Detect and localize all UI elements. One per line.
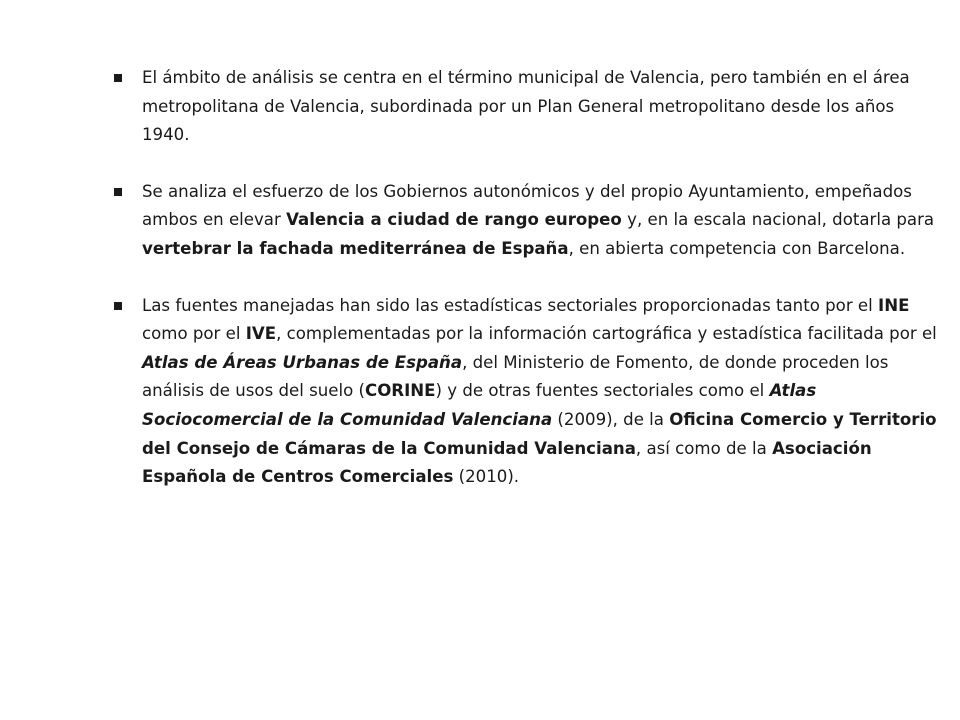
emphasized-text: Atlas de Áreas Urbanas de España — [142, 352, 463, 372]
bullet-list — [114, 64, 940, 520]
bullet-item — [114, 292, 940, 492]
emphasized-text: CORINE — [365, 381, 436, 401]
square-bullet-icon — [114, 302, 122, 310]
text-segment: (2010). — [453, 467, 520, 487]
emphasized-text: Valencia a ciudad de rango europeo — [286, 210, 622, 230]
text-segment: , complementadas por la información cartográfica y estadística facilitada por el — [276, 324, 937, 344]
text-segment: como por el — [142, 324, 246, 344]
text-segment: , del Ministerio de Fomento, de donde proceden los análisis de usos del suelo ( — [142, 352, 889, 401]
text-segment: y, en la escala nacional, dotarla para — [621, 210, 935, 230]
text-segment: , en abierta competencia con Barcelona. — [568, 238, 906, 258]
text-segment: (2009), de la — [552, 409, 670, 429]
text-segment: Se analiza el esfuerzo de los Gobiernos autonómicos y del propio Ayuntamiento, empeñados ambos en elevar — [142, 181, 912, 230]
emphasized-text: Oficina Comercio y Territorio del Consejo de Cámaras de la Comunidad Valenciana — [142, 409, 937, 458]
square-bullet-icon — [114, 74, 122, 82]
bullet-item — [114, 178, 940, 264]
text-segment: ) y de otras fuentes sectoriales como el — [435, 381, 770, 401]
emphasized-text: vertebrar la fachada mediterránea de España — [142, 238, 569, 258]
emphasized-text: IVE — [245, 324, 277, 344]
text-segment: , así como de la — [635, 438, 773, 458]
bullet-text — [142, 68, 910, 144]
bullet-item — [114, 64, 940, 150]
square-bullet-icon — [114, 188, 122, 196]
emphasized-text: INE — [878, 295, 910, 315]
bullet-text — [142, 296, 937, 487]
text-segment: Las fuentes manejadas han sido las estadísticas sectoriales proporcionadas tanto por el — [142, 295, 879, 315]
emphasized-text: Atlas Sociocomercial de la Comunidad Valenciana — [142, 381, 817, 429]
text-segment: El ámbito de análisis se centra en el término municipal de Valencia, pero también en el área metropolitana de Valencia, subordinada por un Plan General metropolitano desde los años 1940. — [142, 68, 910, 145]
bullet-text — [142, 182, 934, 258]
emphasized-text: Asociación Española de Centros Comerciales — [142, 438, 872, 487]
